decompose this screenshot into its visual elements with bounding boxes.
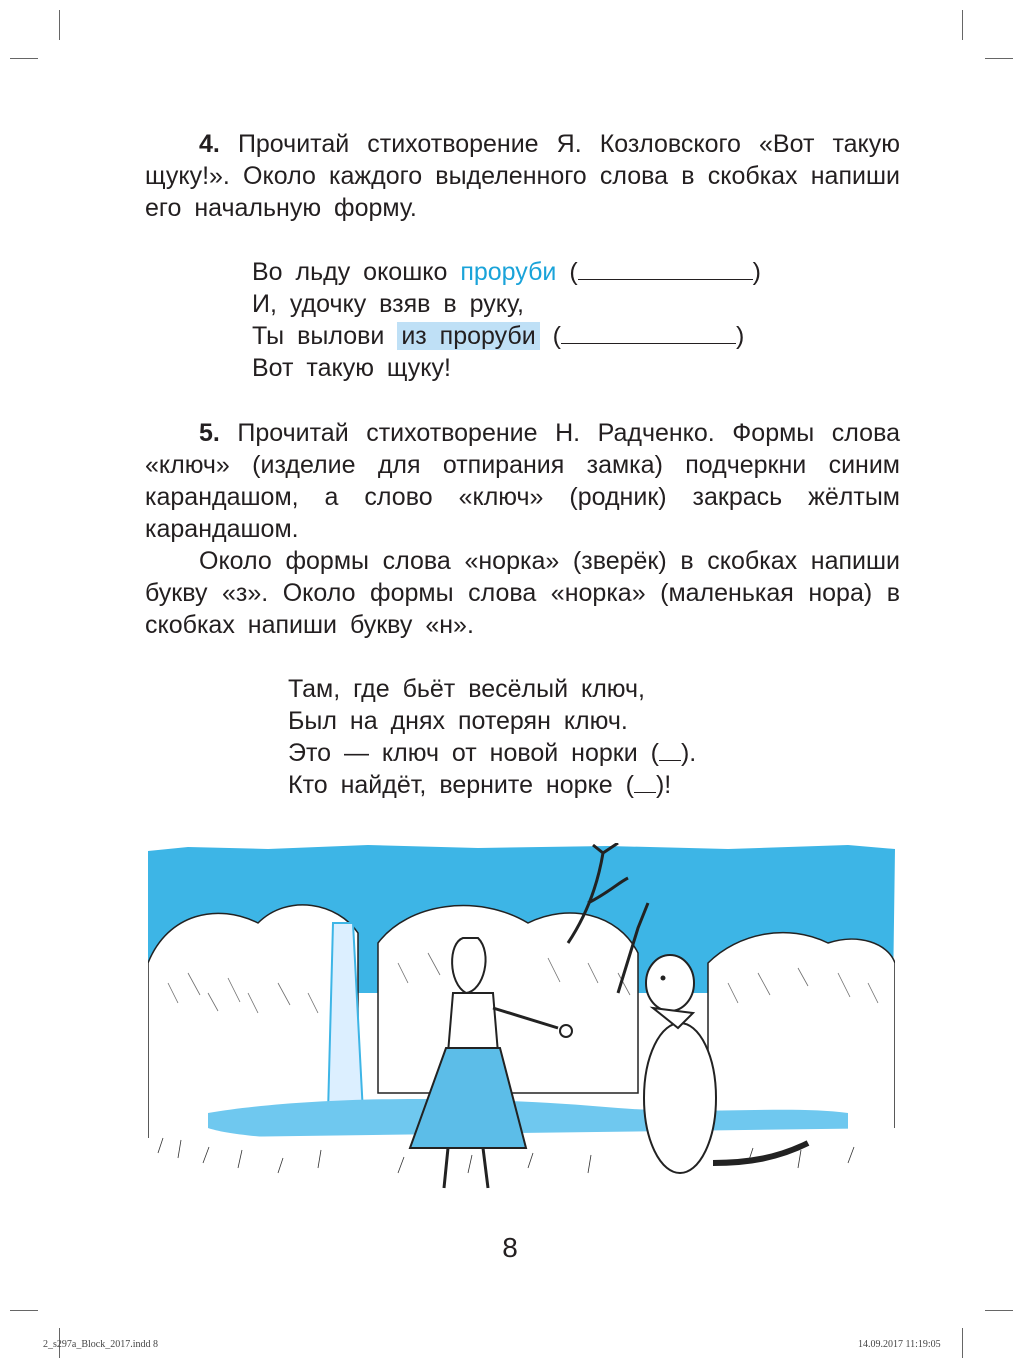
task4-poem	[252, 256, 761, 384]
crop-mark	[962, 10, 963, 40]
bushes-middle	[378, 906, 638, 1093]
poem5-line-2: Был на днях потерян ключ.	[288, 707, 628, 735]
task5-number: 5.	[199, 419, 220, 447]
task5-poem	[288, 673, 696, 801]
poem4-line-1: Во льду окошко проруби ( )	[252, 258, 761, 286]
illustration-girl-and-mink	[148, 843, 895, 1205]
task4-instructions	[145, 128, 900, 224]
poem4-line-4: Вот такую щуку!	[252, 354, 451, 382]
crop-mark	[10, 1310, 38, 1311]
bushes-right	[708, 933, 895, 1133]
answer-blank[interactable]	[634, 772, 656, 793]
footer-timestamp: 14.09.2017 11:19:05	[858, 1339, 941, 1350]
poem5-line-3: Это — ключ от новой норки ( ).	[288, 739, 697, 767]
answer-blank[interactable]	[659, 740, 681, 761]
highlighted-phrase-iz-proruby: из проруби	[397, 322, 539, 350]
footer-file-info: 2_s297a_Block_2017.indd 8	[43, 1339, 158, 1350]
crop-mark	[985, 1310, 1013, 1311]
poem5-line-1: Там, где бьёт весёлый ключ,	[288, 675, 645, 703]
task4-text: Прочитай стихотворение Я. Козловского «Вот такую щуку!». Около каждого выделенного слова в скобках напиши его начальную форму.	[145, 130, 900, 222]
task4-number: 4.	[199, 130, 220, 158]
page-number: 8	[502, 1232, 518, 1263]
crop-mark	[985, 58, 1013, 59]
poem4-line-2: И, удочку взяв в руку,	[252, 290, 524, 318]
crop-mark	[59, 10, 60, 40]
crop-mark	[962, 1328, 963, 1358]
answer-blank[interactable]	[578, 259, 753, 280]
task5-paragraph-2: Около формы слова «норка» (зверёк) в скобках напиши букву «з». Около формы слова «норка» (маленькая нора) в скобках напиши букву «н».	[145, 547, 900, 639]
poem4-line-3: Ты вылови из проруби ( )	[252, 322, 745, 350]
highlighted-word-proruby: проруби	[460, 258, 557, 286]
answer-blank[interactable]	[561, 323, 736, 344]
task5-paragraph-1: Прочитай стихотворение Н. Радченко. Формы слова «ключ» (изделие для отпирания замка) подчеркни синим карандашом, а слово «ключ» (родник) закрась жёлтым карандашом.	[145, 419, 900, 543]
task5-instructions	[145, 417, 900, 641]
crop-mark	[10, 58, 38, 59]
poem5-line-4: Кто найдёт, верните норке ( )!	[288, 771, 672, 799]
